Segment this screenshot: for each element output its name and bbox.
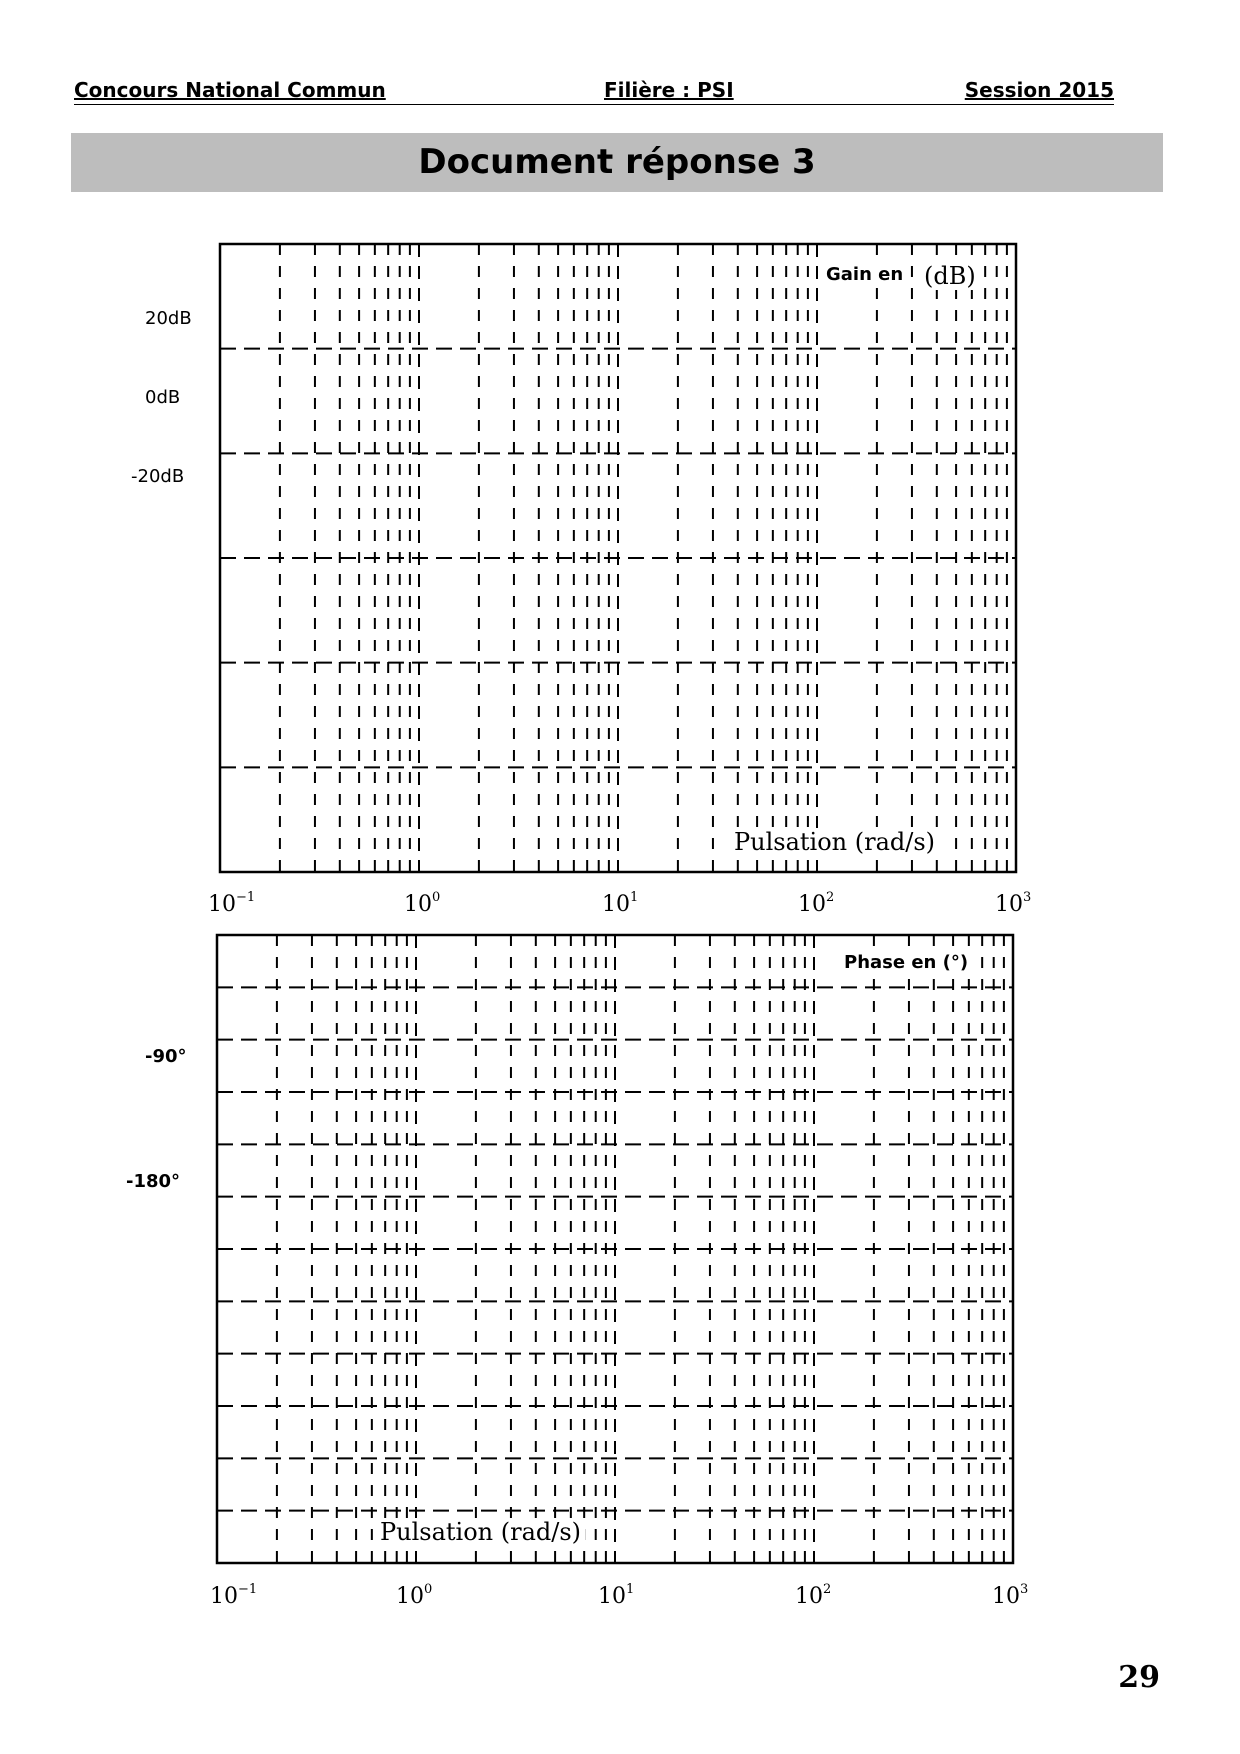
page-number: 29	[1118, 1660, 1160, 1695]
document-banner	[71, 133, 1163, 192]
phase-x-tick-label: $10^{-1}$	[210, 1582, 258, 1609]
gain-y-tick-label: 0dB	[145, 387, 181, 408]
gain-title-prefix: Gain en	[822, 264, 907, 285]
document-title: Document réponse 3	[418, 142, 816, 182]
phase-x-tick-label: $10^2$	[795, 1582, 832, 1609]
page-header	[74, 78, 1114, 105]
gain-title-unit: (dB)	[920, 262, 980, 290]
gain-x-tick-label: $10^0$	[404, 890, 441, 917]
phase-x-tick-label: $10^0$	[396, 1582, 433, 1609]
gain-x-tick-label: $10^2$	[798, 890, 835, 917]
phase-x-axis-label: Pulsation (rad/s)	[376, 1518, 585, 1546]
phase-title: Phase en (°)	[840, 952, 972, 973]
gain-plot	[220, 244, 1016, 872]
gain-y-tick-label: -20dB	[131, 466, 185, 487]
phase-y-tick-label: -90°	[145, 1046, 187, 1067]
header-contest: Concours National Commun	[74, 78, 386, 102]
phase-y-tick-label: -180°	[126, 1171, 181, 1192]
gain-y-tick-label: 20dB	[145, 308, 192, 329]
gain-x-tick-label: $10^{-1}$	[208, 890, 256, 917]
phase-plot	[217, 935, 1013, 1563]
phase-x-tick-label: $10^3$	[992, 1582, 1029, 1609]
phase-x-tick-label: $10^1$	[598, 1582, 635, 1609]
gain-x-tick-label: $10^3$	[995, 890, 1032, 917]
gain-x-tick-label: $10^1$	[602, 890, 639, 917]
header-track: Filière : PSI	[604, 78, 734, 102]
header-session: Session 2015	[964, 78, 1114, 102]
gain-x-axis-label: Pulsation (rad/s)	[730, 828, 939, 856]
